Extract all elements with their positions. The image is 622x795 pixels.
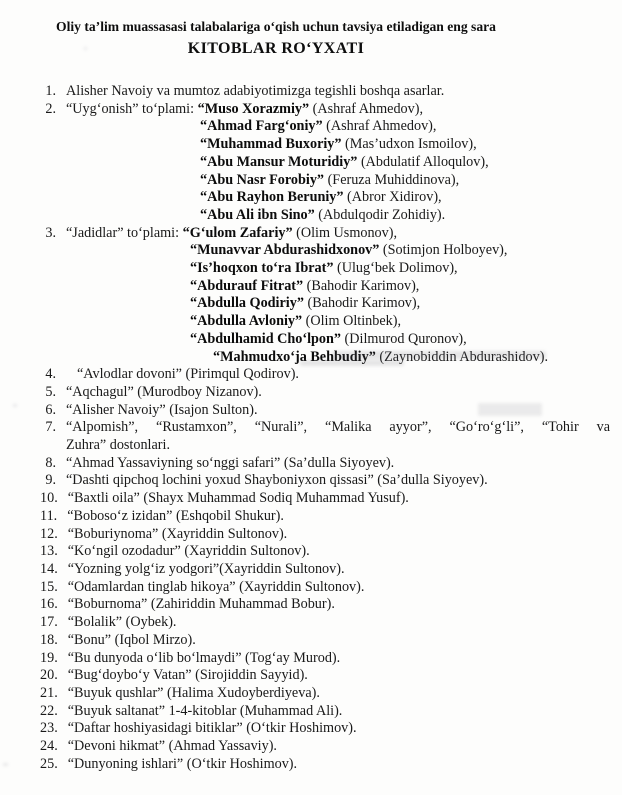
book-author: (Mas’udxon Ismoilov),: [341, 136, 477, 153]
item-text: “Buyuk qushlar” (Halima Xudoyberdiyeva).: [67, 684, 320, 701]
item-number: 12.: [40, 525, 58, 542]
item-text: “Baxtli oila” (Shayx Muhammad Sodiq Muhammad Yusuf).: [67, 490, 409, 507]
item-text: “Dunyoning ishlari” (O‘tkir Hoshimov).: [67, 755, 298, 772]
item-text: “Boburnoma” (Zahiriddin Muhammad Bobur).: [67, 596, 335, 613]
item-number: 8.: [45, 454, 56, 471]
item-number: 10.: [40, 490, 58, 507]
item-number: 16.: [40, 596, 58, 613]
item-text: “Yozning yolg‘iz yodgori”(Xayriddin Sultonov).: [67, 560, 345, 577]
book-author: (Abdulqodir Zohidiy).: [314, 206, 446, 223]
book-title: “Muso Xorazmiy”: [197, 100, 310, 117]
list-item-5: [40, 384, 610, 402]
item-line-1: “Alpomish”, “Rustamxon”, “Nurali”, “Malika ayyor”, “Go‘ro‘g‘li”, “Tohir va: [66, 419, 610, 436]
item-text: [66, 101, 610, 225]
list-item-4: [40, 366, 610, 384]
item-number: 1.: [45, 83, 56, 99]
item-text: “Boburiynoma” (Xayriddin Sultonov).: [67, 525, 288, 542]
book-line: [213, 349, 610, 367]
item-text: “Buyuk saltanat” 1-4-kitoblar (Muhammad Ali).: [67, 702, 343, 719]
book-list: [0, 83, 622, 773]
list-item-14: [40, 561, 610, 579]
item-text: “Ahmad Yassaviyning so‘nggi safari” (Sa’dulla Siyoyev).: [66, 454, 395, 471]
book-line: [200, 172, 610, 190]
item-number: 14.: [40, 560, 58, 577]
item-text: [66, 419, 610, 454]
item-text: “Bonu” (Iqbol Mirzo).: [67, 631, 196, 648]
item-number: 24.: [40, 738, 58, 755]
book-title: “Abdulhamid Cho‘lpon”: [190, 330, 341, 347]
list-item-3: [40, 225, 610, 367]
book-line: [200, 154, 610, 172]
item-text: “Bu dunyoda o‘lib bo‘lmaydi” (Tog‘ay Murod).: [67, 649, 341, 666]
book-line: [200, 136, 610, 154]
book-author: (Bahodir Karimov),: [303, 295, 421, 312]
list-item-1: [40, 83, 610, 101]
list-item-10: [40, 490, 610, 508]
item-text: [66, 225, 610, 367]
book-author: (Feruza Muhiddinova),: [324, 171, 460, 188]
book-title: “Abdulla Avloniy”: [190, 313, 303, 330]
book-line: [190, 295, 610, 313]
book-line: [190, 313, 610, 331]
item-text: “Boboso‘z izidan” (Eshqobil Shukur).: [67, 507, 284, 524]
list-item-17: [40, 614, 610, 632]
list-item-9: [40, 472, 610, 490]
book-author: (Ashraf Ahmedov),: [322, 118, 437, 135]
book-line: [190, 331, 610, 349]
book-author: (Dilmurod Quronov),: [341, 330, 467, 347]
title-line-1: Oliy ta’lim muassasasi talabalariga o‘qish uchun tavsiya etiladigan eng sara: [56, 19, 496, 34]
book-author: (Ulug‘bek Dolimov),: [333, 260, 458, 277]
list-item-22: [40, 703, 610, 721]
item-text: “Bug‘doybo‘y Vatan” (Sirojiddin Sayyid).: [67, 667, 308, 684]
list-item-21: [40, 685, 610, 703]
item-text: “Dashti qipchoq lochini yoxud Shayboniyxon qissasi” (Sa’dulla Siyoyev).: [66, 472, 488, 489]
book-title: “Muhammad Buxoriy”: [200, 136, 342, 153]
item-number: 13.: [40, 543, 58, 560]
item-number: 19.: [40, 649, 58, 666]
item-number: 18.: [40, 631, 58, 648]
list-item-15: [40, 579, 610, 597]
book-title: “Abu Nasr Forobiy”: [200, 171, 325, 188]
book-line: [190, 278, 610, 296]
item-number: 11.: [40, 507, 58, 524]
book-title: “Munavvar Abdurashidxonov”: [190, 242, 380, 259]
list-item-20: [40, 667, 610, 685]
book-author: (Olim Usmonov),: [292, 224, 398, 241]
book-title: “Mahmudxo‘ja Behbudiy”: [213, 348, 376, 365]
item-number: 6.: [45, 401, 56, 418]
list-item-23: [40, 720, 610, 738]
item-text: “Alisher Navoiy” (Isajon Sulton).: [66, 401, 258, 418]
item-number: 5.: [45, 383, 56, 400]
title-line-2: KITOBLAR RO‘YXATI: [187, 40, 365, 57]
item-text: “Aqchagul” (Murodboy Nizanov).: [66, 383, 262, 400]
item-text: “Ko‘ngil ozodadur” (Xayriddin Sultonov).: [67, 543, 310, 560]
book-line: [190, 242, 610, 260]
item-number: 3.: [45, 224, 56, 241]
item-text: “Avlodlar dovoni” (Pirimqul Qodirov).: [77, 366, 299, 383]
item-number: 22.: [40, 702, 58, 719]
list-item-13: [40, 543, 610, 561]
list-item-19: [40, 650, 610, 668]
document-title: [0, 16, 552, 60]
item-number: 21.: [40, 684, 58, 701]
item-number: 15.: [40, 578, 58, 595]
item-text: “Daftar hoshiyasidagi bitiklar” (O‘tkir Hoshimov).: [67, 720, 357, 737]
item-text: “Devoni hikmat” (Ahmad Yassaviy).: [67, 738, 277, 755]
list-item-16: [40, 596, 610, 614]
book-title: “Ahmad Farg‘oniy”: [200, 118, 323, 135]
item-intro: “Jadidlar” to‘plami:: [66, 224, 183, 241]
book-line: [200, 189, 610, 207]
item-line-2: Zuhra” dostonlari.: [66, 437, 171, 454]
item-number: 20.: [40, 667, 58, 684]
item-text: “Odamlardan tinglab hikoya” (Xayriddin Sultonov).: [67, 578, 365, 595]
book-author: (Zaynobiddin Abdurashidov).: [375, 348, 548, 365]
book-line: [200, 118, 610, 136]
list-item-8: [40, 455, 610, 473]
book-title: “Abdulla Qodiriy”: [190, 295, 304, 312]
item-number: 4.: [45, 366, 56, 383]
book-title: “Abu Mansur Moturidiy”: [200, 153, 358, 170]
item-number: 9.: [45, 472, 56, 489]
list-item-2: [40, 101, 610, 225]
item-number: 17.: [40, 614, 58, 631]
item-number: 25.: [40, 755, 58, 772]
list-item-7: [40, 419, 610, 454]
list-item-12: [40, 526, 610, 544]
list-item-6: [40, 402, 610, 420]
item-intro: “Uyg‘onish” to‘plami:: [66, 100, 198, 117]
item-number: 2.: [45, 100, 56, 117]
list-item-24: [40, 738, 610, 756]
book-title: “Abdurauf Fitrat”: [190, 277, 304, 294]
item-number: 7.: [45, 419, 56, 436]
item-first-line: [66, 101, 610, 119]
book-title: “Is’hoqxon to‘ra Ibrat”: [190, 260, 334, 277]
book-title: “G‘ulom Zafariy”: [182, 224, 293, 241]
list-item-11: [40, 508, 610, 526]
item-number: 23.: [40, 720, 58, 737]
book-author: (Sotimjon Holboyev),: [379, 242, 508, 259]
book-title: “Abu Rayhon Beruniy”: [200, 189, 344, 206]
book-author: (Olim Oltinbek),: [302, 313, 401, 330]
book-author: (Abror Xidirov),: [343, 189, 442, 206]
item-text: Alisher Navoiy va mumtoz adabiyotimizga tegishli boshqa asarlar.: [66, 83, 445, 99]
item-first-line: [66, 225, 610, 243]
book-line: [200, 207, 610, 225]
book-author: (Ashraf Ahmedov),: [309, 100, 423, 117]
book-author: (Abdulatif Alloqulov),: [357, 153, 489, 170]
book-title: “Abu Ali ibn Sino”: [200, 206, 315, 223]
book-author: (Bahodir Karimov),: [303, 277, 420, 294]
list-item-25: [40, 756, 610, 774]
book-line: [190, 260, 610, 278]
item-text: “Bolalik” (Oybek).: [67, 614, 177, 631]
list-item-18: [40, 632, 610, 650]
